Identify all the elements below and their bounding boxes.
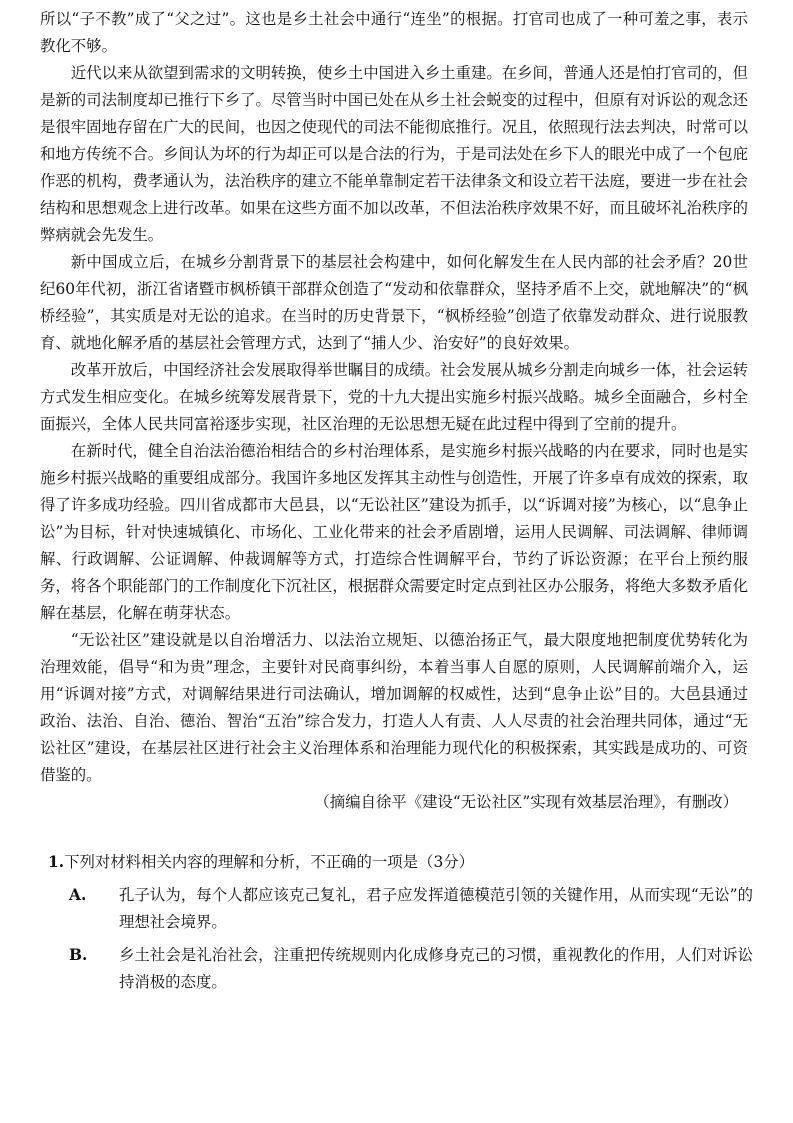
option-letter: A.: [69, 886, 87, 904]
paragraph: 改革开放后，中国经济社会发展取得举世瞩目的成绩。社会发展从城乡分割走向城乡一体，社会运转方式发生相应变化。在城乡统筹发展背景下，党的十九大提出实施乡村振兴战略。城乡全面融合，乡村全面振兴，全体人民共同富裕逐步实现，社区治理的无讼思想无疑在此过程中得到了空前的提升。: [40, 361, 748, 433]
source-citation: （摘编自徐平《建设“无讼社区”实现有效基层治理》，有删改）: [314, 793, 738, 811]
article-body: [40, 6, 748, 816]
paragraph: 新中国成立后，在城乡分割背景下的基层社会构建中，如何化解发生在人民内部的社会矛盾？20世纪60年代初，浙江省诸暨市枫桥镇干部群众创造了“发动和依靠群众，坚持矛盾不上交，就地解决”的“枫桥经验”，其实质是对无讼的追求。在当时的历史背景下，“枫桥经验”创造了依靠发动群众、进行说服教育、就地化解矛盾的基层社会管理方式，达到了“捕人少、治安好”的良好效果。: [40, 253, 748, 352]
option-a: [48, 882, 753, 936]
question-number: 1.: [48, 853, 65, 871]
paragraph: 在新时代，健全自治法治德治相结合的乡村治理体系，是实施乡村振兴战略的内在要求，同时也是实施乡村振兴战略的重要组成部分。我国许多地区发挥其主动性与创造性，开展了许多卓有成效的探索，取得了许多成功经验。四川省成都市大邑县，以“无讼社区”建设为抓手，以“诉调对接”为核心，以“息争止讼”为目标，针对快速城镇化、市场化、工业化带来的社会矛盾剧增，运用人民调解、司法调解、律师调解、行政调解、公证调解、仲裁调解等方式，打造综合性调解平台，节约了诉讼资源；在平台上预约服务，将各个职能部门的工作制度化下沉社区，根据群众需要定时定点到社区办公服务，将绝大多数矛盾化解在基层，化解在萌芽状态。: [40, 442, 748, 622]
question-score: （3分）: [418, 853, 475, 871]
question-1: [48, 849, 753, 996]
paragraph: 所以“子不教”成了“父之过”。这也是乡土社会中通行“连坐”的根据。打官司也成了一种可羞之事，表示教化不够。: [40, 10, 748, 55]
option-text: 孔子认为，每个人都应该克己复礼，君子应发挥道德模范引领的关键作用，从而实现“无讼”的理想社会境界。: [119, 886, 753, 931]
paragraph: 近代以来从欲望到需求的文明转换，使乡土中国进入乡土重建。在乡间，普通人还是怕打官司的，但是新的司法制度却已推行下乡了。尽管当时中国已处在从乡土社会蜕变的过程中，但原有对诉讼的观念还是很牢固地存留在广大的民间，也因之使现代的司法不能彻底推行。况且，依照现行法去判决，时常可以和地方传统不合。乡间认为坏的行为却正可以是合法的行为，于是司法处在乡下人的眼光中成了一个包庇作恶的机构，费孝通认为，法治秩序的建立不能单靠制定若干法律条文和设立若干法庭，要进一步在社会结构和思想观念上进行改革。如果在这些方面不加以改革，不但法治秩序效果不好，而且破坏礼治秩序的弊病就会先发生。: [40, 64, 748, 244]
option-letter: B.: [69, 946, 88, 964]
question-text: 下列对材料相关内容的理解和分析，不正确的一项是: [64, 853, 419, 871]
question-stem: [48, 849, 753, 876]
paragraph: “无讼社区”建设就是以自治增活力、以法治立规矩、以德治扬正气，最大限度地把制度优势转化为治理效能，倡导“和为贵”理念，主要针对民商事纠纷，本着当事人自愿的原则，人民调解前端介入，运用“诉调对接”方式，对调解结果进行司法确认，增加调解的权威性，达到“息争止讼”目的。大邑县通过政治、法治、自治、德治、智治“五治”综合发力，打造人人有责、人人尽责的社会治理共同体，通过“无讼社区”建设，在基层社区进行社会主义治理体系和治理能力现代化的积极探索，其实践是成功的、可资借鉴的。: [40, 631, 748, 784]
option-b: [48, 942, 753, 996]
option-text: 乡土社会是礼治社会，注重把传统规则内化成修身克己的习惯，重视教化的作用，人们对诉讼持消极的态度。: [119, 946, 753, 991]
